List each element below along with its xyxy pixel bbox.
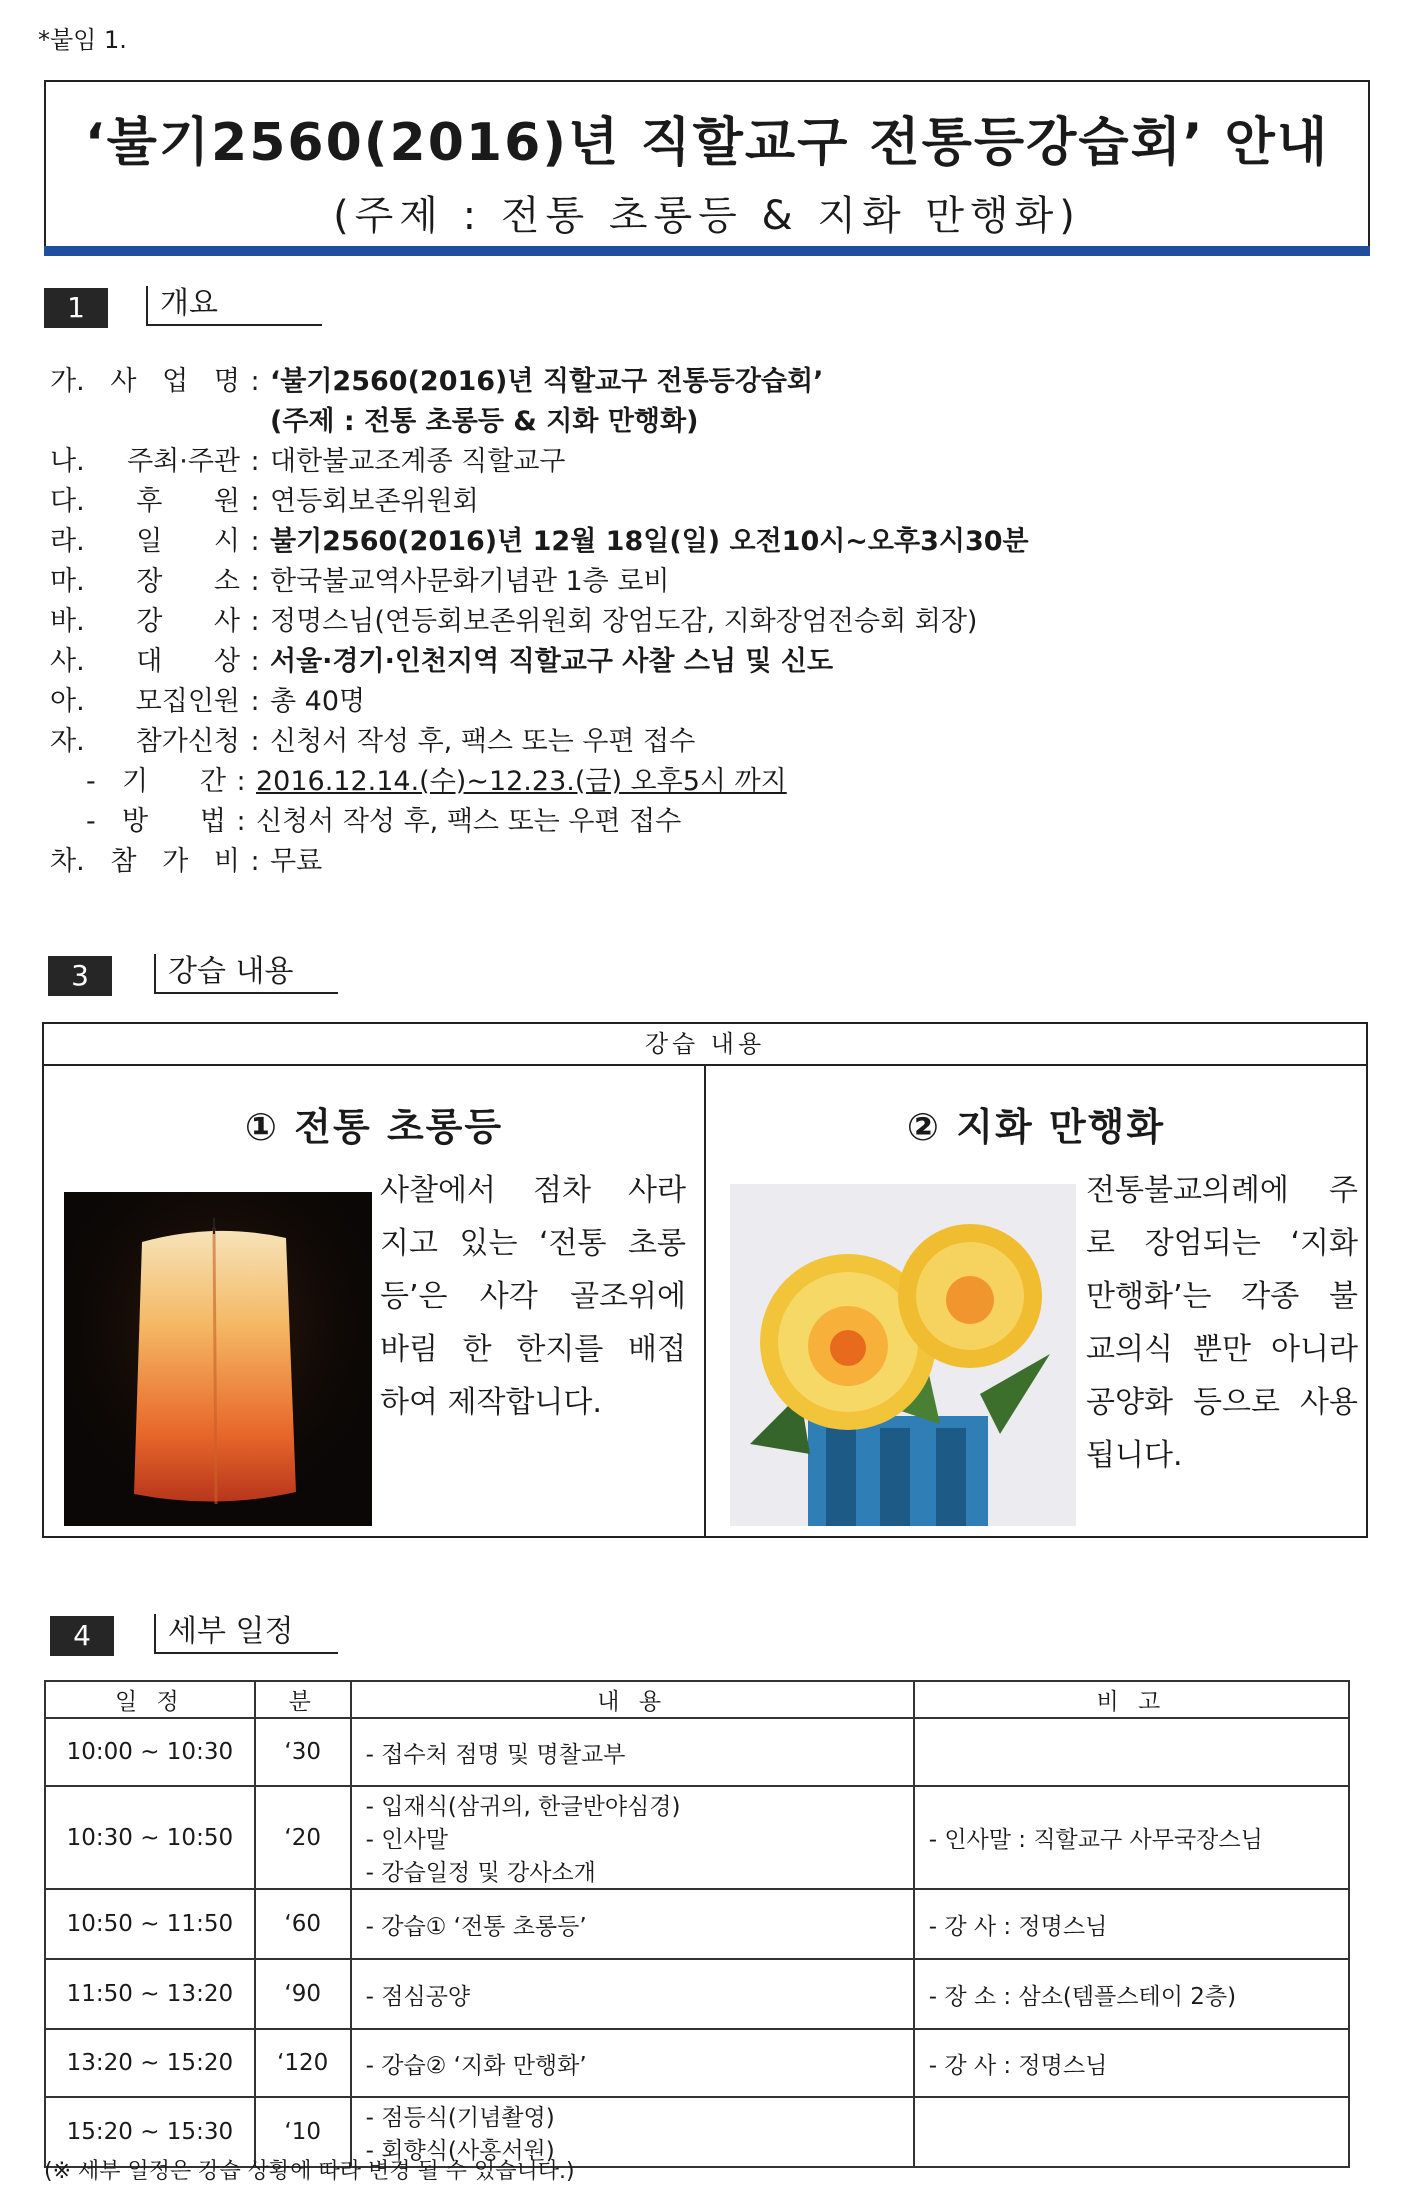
title-underline-bar [44,246,1370,256]
overview-row-sponsor: 다. 후 원 : 연등회보존위원회 [50,486,479,517]
table-header-row [45,1681,1349,1718]
section1-label: 개요 [146,286,322,326]
course-content-header: 강습 내용 [44,1024,1366,1066]
overview-row-period: - 기 간 : 2016.12.14.(수)~12.23.(금) 오후5시 까지 [86,766,787,797]
overview-row-application: 자. 참가신청 : 신청서 작성 후, 팩스 또는 우편 접수 [50,726,696,757]
paper-flower-icon [730,1184,1076,1526]
table-row: 10:00 ~ 10:30 ‘30 - 접수처 점명 및 명찰교부 [45,1718,1349,1786]
overview-row-instructor: 바. 강 사 : 정명스님(연등회보존위원회 장엄도감, 지화장엄전승회 회장) [50,606,978,637]
paper-flower-title: ② 지화 만행화 [906,1105,1166,1149]
page-title: ‘불기2560(2016)년 직할교구 전통등강습회’ 안내 [84,113,1330,173]
paper-flower-description: 전통불교의례에 주 로 장엄되는 ‘지화 만행화’는 각종 불 교의식 뿐만 아니라 공양화 등으로 사용 됩니다. [1086,1173,1358,1473]
title-box [44,80,1370,252]
overview-row-theme: (주제 : 전통 초롱등 & 지화 만행화) [270,406,699,437]
table-row: 13:20 ~ 15:20 ‘120 - 강습② ‘지화 만행화’ - 강 사 : 정명스님 [45,2029,1349,2097]
attachment-label: *붙임 1. [38,26,127,54]
overview-row-target: 사. 대 상 : 서울·경기·인천지역 직할교구 사찰 스님 및 신도 [50,646,834,677]
section4-number: 4 [50,1616,114,1656]
table-row: 10:30 ~ 10:50 ‘20 - 입재식(삼귀의, 한글반야심경) - 인사말 - 강습일정 및 강사소개 - 인사말 : 직할교구 사무국장스님 [45,1786,1349,1889]
overview-row-method: - 방 법 : 신청서 작성 후, 팩스 또는 우편 접수 [86,806,682,837]
lantern-description: 사찰에서 점차 사라 지고 있는 ‘전통 초롱 등’은 사각 골조위에 바림 한 한지를 배접 하여 제작합니다. [380,1173,686,1420]
overview-row-capacity: 아. 모집인원 : 총 40명 [50,686,366,717]
paper-flower-photo [730,1184,1076,1526]
schedule-footnote: (※ 세부 일정은 강습 상황에 따라 변경 될 수 있습니다.) [44,2159,575,2184]
col-header-content: 내 용 [351,1681,914,1718]
section4-label: 세부 일정 [154,1614,338,1654]
overview-row-datetime: 라. 일 시 : 불기2560(2016)년 12월 18일(일) 오전10시~오후3시30분 [50,526,1029,557]
section3-label: 강습 내용 [154,954,338,994]
col-header-time: 일 정 [45,1681,255,1718]
table-row: 10:50 ~ 11:50 ‘60 - 강습① ‘전통 초롱등’ - 강 사 : 정명스님 [45,1889,1349,1959]
schedule-table [44,1680,1350,2168]
lantern-icon [64,1192,372,1526]
overview-row-host: 나. 주최·주관 : 대한불교조계종 직할교구 [50,446,566,477]
lantern-photo [64,1192,372,1526]
col-header-note: 비 고 [914,1681,1349,1718]
section1-number: 1 [44,288,108,328]
lantern-title: ① 전통 초롱등 [244,1105,504,1149]
overview-row-venue: 마. 장 소 : 한국불교역사문화기념관 1층 로비 [50,566,670,597]
overview-row-fee: 차. 참 가 비 : 무료 [50,846,323,877]
table-row: 11:50 ~ 13:20 ‘90 - 점심공양 - 장 소 : 삼소(템플스테이 2층) [45,1959,1349,2029]
col-header-minutes: 분 [255,1681,351,1718]
page-subtitle: (주제 : 전통 초롱등 & 지화 만행화) [333,193,1081,239]
overview-row-name: 가. 사 업 명 : ‘불기2560(2016)년 직할교구 전통등강습회’ [50,366,824,397]
course-content-box [42,1022,1368,1538]
section3-number: 3 [48,956,112,996]
table-row: 15:20 ~ 15:30 ‘10 - 점등식(기념촬영) - 회향식(사홍서원) [45,2097,1349,2167]
